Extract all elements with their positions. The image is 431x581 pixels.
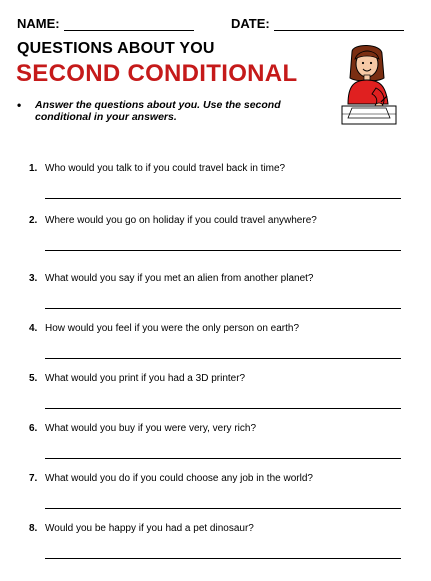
name-field xyxy=(17,16,194,31)
question-text: What would you print if you had a 3D printer? xyxy=(45,373,246,384)
question-item xyxy=(17,210,407,256)
name-line xyxy=(64,18,194,31)
question-number: 2. xyxy=(29,215,38,226)
name-label: NAME: xyxy=(17,16,60,31)
question-text: Who would you talk to if you could travel back in time? xyxy=(45,163,286,174)
answer-line[interactable] xyxy=(45,508,401,509)
question-item xyxy=(17,268,407,314)
question-number: 7. xyxy=(29,473,38,484)
answer-line[interactable] xyxy=(45,198,401,199)
question-number: 4. xyxy=(29,323,38,334)
question-text: What would you do if you could choose any job in the world? xyxy=(45,473,313,484)
question-number: 1. xyxy=(29,163,38,174)
date-field xyxy=(231,16,404,31)
question-text: What would you say if you met an alien from another planet? xyxy=(45,273,314,284)
question-item xyxy=(17,368,407,414)
question-number: 3. xyxy=(29,273,38,284)
answer-line[interactable] xyxy=(45,250,401,251)
question-item xyxy=(17,418,407,464)
question-number: 5. xyxy=(29,373,38,384)
question-item xyxy=(17,158,407,204)
question-text: Would you be happy if you had a pet dinosaur? xyxy=(45,523,254,534)
question-item xyxy=(17,518,407,564)
answer-line[interactable] xyxy=(45,358,401,359)
date-label: DATE: xyxy=(231,16,270,31)
question-number: 6. xyxy=(29,423,38,434)
question-text: What would you buy if you were very, very rich? xyxy=(45,423,257,434)
date-line xyxy=(274,18,404,31)
answer-line[interactable] xyxy=(45,458,401,459)
answer-line[interactable] xyxy=(45,308,401,309)
question-item xyxy=(17,318,407,364)
instruction-text: Answer the questions about you. Use the second conditional in your answers. xyxy=(35,99,281,123)
bullet: • xyxy=(17,98,22,112)
question-item xyxy=(17,468,407,514)
student-writing-icon xyxy=(338,44,400,130)
question-number: 8. xyxy=(29,523,38,534)
page-title: SECOND CONDITIONAL xyxy=(16,60,298,87)
question-text: Where would you go on holiday if you could travel anywhere? xyxy=(45,215,317,226)
question-text: How would you feel if you were the only person on earth? xyxy=(45,323,300,334)
header-row xyxy=(17,16,412,36)
answer-line[interactable] xyxy=(45,408,401,409)
instruction xyxy=(17,99,317,123)
answer-line[interactable] xyxy=(45,558,401,559)
subtitle: QUESTIONS ABOUT YOU xyxy=(17,40,215,57)
